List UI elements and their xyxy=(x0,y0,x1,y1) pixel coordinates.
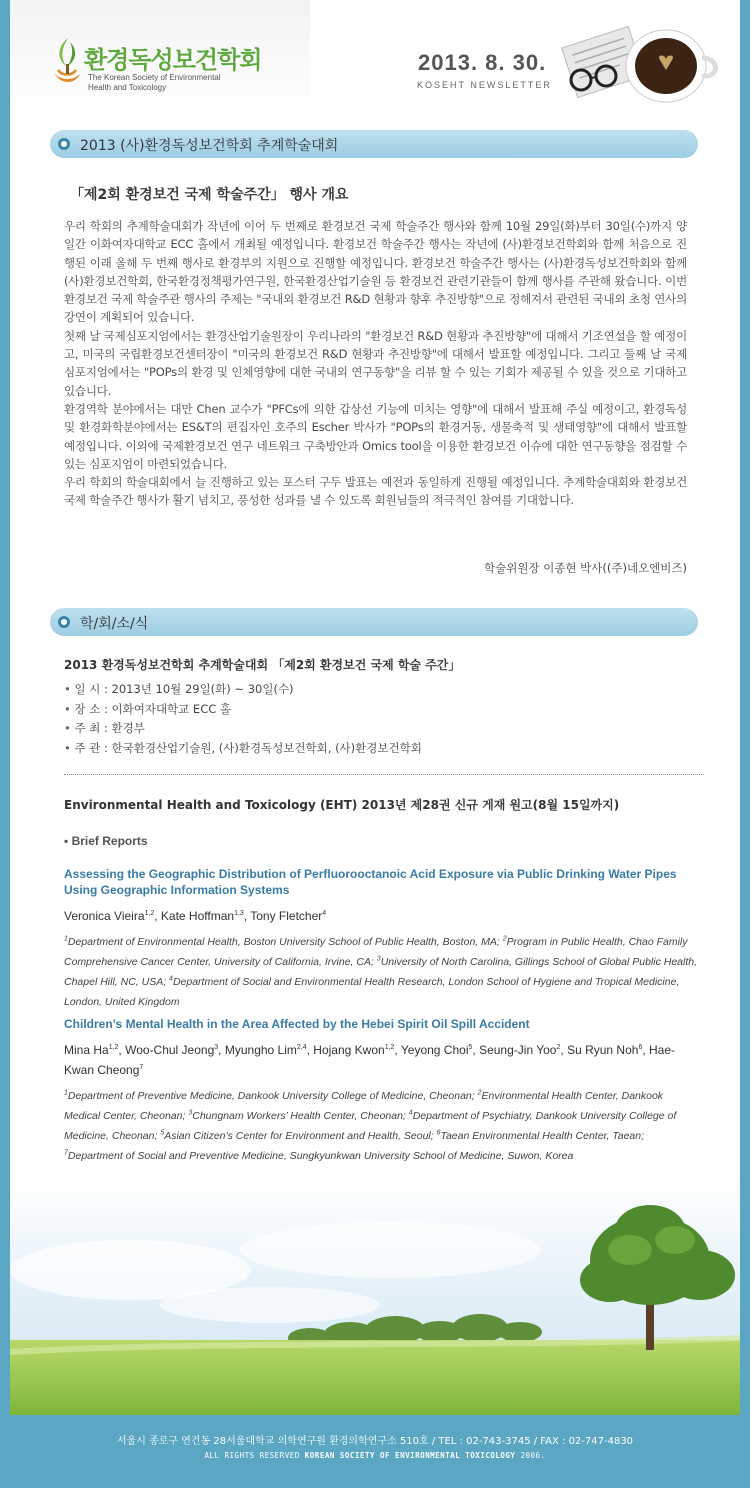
landscape-illustration xyxy=(10,1180,740,1415)
affiliation-text: Department of Environmental Health, Boston University School of Public Health, Boston, MA; xyxy=(67,936,503,948)
issue-date: 2013. 8. 30. xyxy=(418,50,547,75)
affiliation-number: 4 xyxy=(169,975,173,983)
affiliation-text: Environmental Health Center, Dankook Medical Center, Cheonan; xyxy=(64,1090,664,1122)
author-name: Yeyong Choi xyxy=(400,1043,469,1057)
newsletter-label: KOSEHT NEWSLETTER xyxy=(417,80,552,90)
article-headline: 「제2회 환경보건 국제 학술주간」 행사 개요 xyxy=(70,187,349,203)
affiliation-text: Department of Preventive Medicine, Dankook University College of Medicine, Cheonan; xyxy=(67,1090,478,1102)
body-paragraph: 환경역학 분야에서는 대만 Chen 교수가 "PFCs에 의한 갑상선 기능에 미치는 영향"에 대해서 발표해 주실 예정이고, 환경독성 및 환경화학분야에서는 ES&T의 편집자인 호주의 Escher 박사가 "POPs의 환경거동, 생물축적 및 생태영향"에 대해서 발표할 예정입니다. 이외에 국제환경보건 연구 네트워크 구축방안과 Omics tool을 이용한 환경보건 이슈에 대한 연구동향을 점검할 수 있는 심포지엄이 마련되었습니다. xyxy=(64,401,687,471)
article-body xyxy=(64,217,687,510)
affiliation-text: University of North Carolina, Gillings School of Global Public Health, Chapel Hill, NC, USA; xyxy=(64,956,698,988)
list-item: • 일 시 : 2013년 10월 29일(화) ~ 30일(수) xyxy=(64,680,422,700)
journal-announcement-title: Environmental Health and Toxicology (EHT) 2013년 제28권 신규 게재 원고(8월 15일까지) xyxy=(64,798,620,812)
author-name: Su Ryun Noh xyxy=(567,1043,639,1057)
affiliation-number: 2 xyxy=(502,935,507,943)
author-name: Hae-Kwan Cheong xyxy=(64,1043,676,1077)
author-affiliation-number: 1,2 xyxy=(108,1044,119,1051)
affiliation-text: Chungnam Workers’ Health Center, Cheonan; xyxy=(192,1110,409,1122)
article-affiliations xyxy=(64,932,700,1012)
author-affiliation-number: 2,4 xyxy=(296,1044,307,1051)
article-entry xyxy=(64,1016,700,1166)
author-name: Myungho Lim xyxy=(224,1043,297,1057)
affiliation-number: 3 xyxy=(188,1109,193,1117)
copyright-year: 2006. xyxy=(515,1451,546,1460)
body-paragraph: 우리 학회의 추계학술대회가 작년에 이어 두 번째로 환경보건 국제 학술주간 행사와 함께 10월 29일(화)부터 30일(수)까지 양일간 이화여자대학교 ECC 홀에서 개최될 예정입니다. 환경보건 학술주간 행사는 작년에 (사)환경보건학회와 함께 처음으로 진행된 이래 올해 두 번째 행사로 환경부의 지원으로 진행할 예정입니다. 환경보건 학술주간 행사는 (사)환경독성보건학회와 함께 (사)환경보건학회, 한국환경정책평가연구원, 한국환경산업기술원 등 환경보건 관련기관들이 함께 행사를 주관해 왔습니다. 이번 환경보건 국제 학술주관 행사의 주제는 "국내외 환경보건 R&D 현황과 향후 추진방향"으로 정해져서 관련된 국내외 초청 연사의 강연이 계획되어 있습니다. xyxy=(64,219,687,325)
list-item: • 주 관 : 한국환경산업기술원, (사)환경독성보건학회, (사)환경보건학회 xyxy=(64,739,422,759)
affiliation-number: 1 xyxy=(64,1089,68,1097)
author-affiliation-number: 5 xyxy=(468,1044,473,1051)
author-signature: 학술위원장 이종현 박사((주)네오엔비즈) xyxy=(484,561,687,575)
coffee-newspaper-icon xyxy=(548,18,723,113)
affiliation-number: 2 xyxy=(477,1089,482,1097)
bullet-circle-icon xyxy=(58,138,70,150)
body-paragraph: 우리 학회의 학술대회에서 늘 진행하고 있는 포스터 구두 발표는 예전과 동일하게 진행될 예정입니다. 추계학술대회와 환경보건 국제 학술주간 행사가 활기 넘치고, 풍성한 성과를 낼 수 있도록 회원님들의 적극적인 참여를 기대합니다. xyxy=(64,475,687,508)
society-name-english-line1: The Korean Society of Environmental xyxy=(88,73,221,82)
author-name: Kate Hoffman xyxy=(160,909,235,923)
article-authors: Mina Ha$^{1,2}$, Woo-Chul Jeong$^3$, Myungho Lim$^{2,4}$, Hojang Kwon$^{1,2}$, Yeyong Choi$^5$, Seung-Jin Yoo$^2$, Su Ryun Noh$^6$, Hae-Kwan Cheong$^7$ xyxy=(64,1043,676,1077)
copyright-organization: KOREAN SOCIETY OF ENVIRONMENTAL TOXICOLOGY xyxy=(304,1451,516,1460)
footer-copyright xyxy=(0,1451,750,1460)
author-name: Woo-Chul Jeong xyxy=(125,1043,215,1057)
society-name-korean: 환경독성보건학회 xyxy=(84,46,262,74)
newsletter-frame xyxy=(10,0,740,1415)
author-affiliation-number: 2 xyxy=(556,1044,561,1051)
affiliation-text: Taean Environmental Health Center, Taean; xyxy=(440,1130,645,1142)
section-title: 학/회/소/식 xyxy=(80,616,149,632)
event-details-list xyxy=(64,680,422,758)
author-name: Tony Fletcher xyxy=(250,909,323,923)
body-paragraph: 첫째 날 국제심포지엄에서는 환경산업기술원장이 우리나라의 "환경보건 R&D 현황과 추진방향"에 대해서 기조연설을 할 예정이고, 미국의 국립환경보건센터장이 "미국의 환경보건 R&D 현황과 추진방향"에 대해서 발표할 예정입니다. 그리고 둘째 날 국제심포지엄에서는 "POPs의 환경 및 인체영향에 대한 국내외 연구동향"을 리뷰 할 수 있는 기회가 제공될 수 있을 것으로 기대하고 있습니다. xyxy=(64,328,687,398)
article-authors: Veronica Vieira$^{1,2}$, Kate Hoffman$^{1,3}$, Tony Fletcher$^4$ xyxy=(64,909,327,923)
article-affiliations xyxy=(64,1086,700,1166)
list-item: • 장 소 : 이화여자대학교 ECC 홀 xyxy=(64,700,422,720)
brief-reports-label: ▪ Brief Reports xyxy=(64,834,148,848)
event-title: 2013 환경독성보건학회 추계학술대회 「제2회 환경보건 국제 학술 주간」 xyxy=(64,658,461,672)
article-title-link[interactable]: Children’s Mental Health in the Area Affected by the Hebei Spirit Oil Spill Accident xyxy=(64,1017,530,1031)
author-name: Seung-Jin Yoo xyxy=(479,1043,557,1057)
author-name: Veronica Vieira xyxy=(64,909,145,923)
section-title: 2013 (사)환경독성보건학회 추계학술대회 xyxy=(80,138,339,154)
author-affiliation-number: 3 xyxy=(214,1044,219,1051)
footer-address: 서울시 종로구 연건동 28서울대학교 의학연구원 환경의학연구소 510호 / TEL : 02-743-3745 / FAX : 02-747-4830 xyxy=(116,1436,634,1447)
logo-emblem-icon xyxy=(50,36,84,90)
society-name-english-line2: Health and Toxicology xyxy=(88,83,167,92)
affiliation-text: Asian Citizen’s Center for Environment and Health, Seoul; xyxy=(164,1130,437,1142)
affiliation-number: 1 xyxy=(64,935,68,943)
author-affiliation-number: 1,3 xyxy=(234,910,244,917)
affiliation-text: Program in Public Health, Chao Family Comprehensive Cancer Center, University of California, Irvine, CA; xyxy=(64,936,688,968)
list-item: • 주 최 : 환경부 xyxy=(64,719,422,739)
article-title-link[interactable]: Assessing the Geographic Distribution of Perfluorooctanoic Acid Exposure via Public Drinking Water Pipes Using Geographic Information Systems xyxy=(64,867,677,897)
affiliation-text: Department of Social and Preventive Medicine, Sungkyunkwan University School of Medicine, Suwon, Korea xyxy=(67,1150,574,1162)
bullet-circle-icon xyxy=(58,616,70,628)
author-name: Mina Ha xyxy=(64,1043,109,1057)
affiliation-number: 5 xyxy=(160,1129,165,1137)
article-entry xyxy=(64,866,700,1012)
affiliation-number: 7 xyxy=(64,1149,68,1157)
author-affiliation-number: 1,2 xyxy=(384,1044,395,1051)
affiliation-number: 3 xyxy=(376,955,381,963)
author-affiliation-number: 1,2 xyxy=(144,910,155,917)
author-affiliation-number: 6 xyxy=(638,1044,643,1051)
author-affiliation-number: 4 xyxy=(322,910,327,917)
affiliation-text: Department of Social and Environmental Health Research, London School of Hygiene and Tropical Medicine, London, United Kingdom xyxy=(64,976,680,1008)
affiliation-text: Department of Psychiatry, Dankook University College of Medicine, Cheonan; xyxy=(64,1110,677,1142)
copyright-prefix: ALL RIGHTS RESERVED xyxy=(204,1451,305,1460)
section-bar-society-news xyxy=(50,608,698,636)
author-name: Hojang Kwon xyxy=(313,1043,385,1057)
dotted-divider xyxy=(64,774,704,775)
newsletter-header xyxy=(10,0,740,118)
section-bar-fall-conference xyxy=(50,130,698,158)
affiliation-number: 4 xyxy=(408,1109,413,1117)
author-affiliation-number: 7 xyxy=(139,1064,144,1071)
affiliation-number: 6 xyxy=(436,1129,441,1137)
